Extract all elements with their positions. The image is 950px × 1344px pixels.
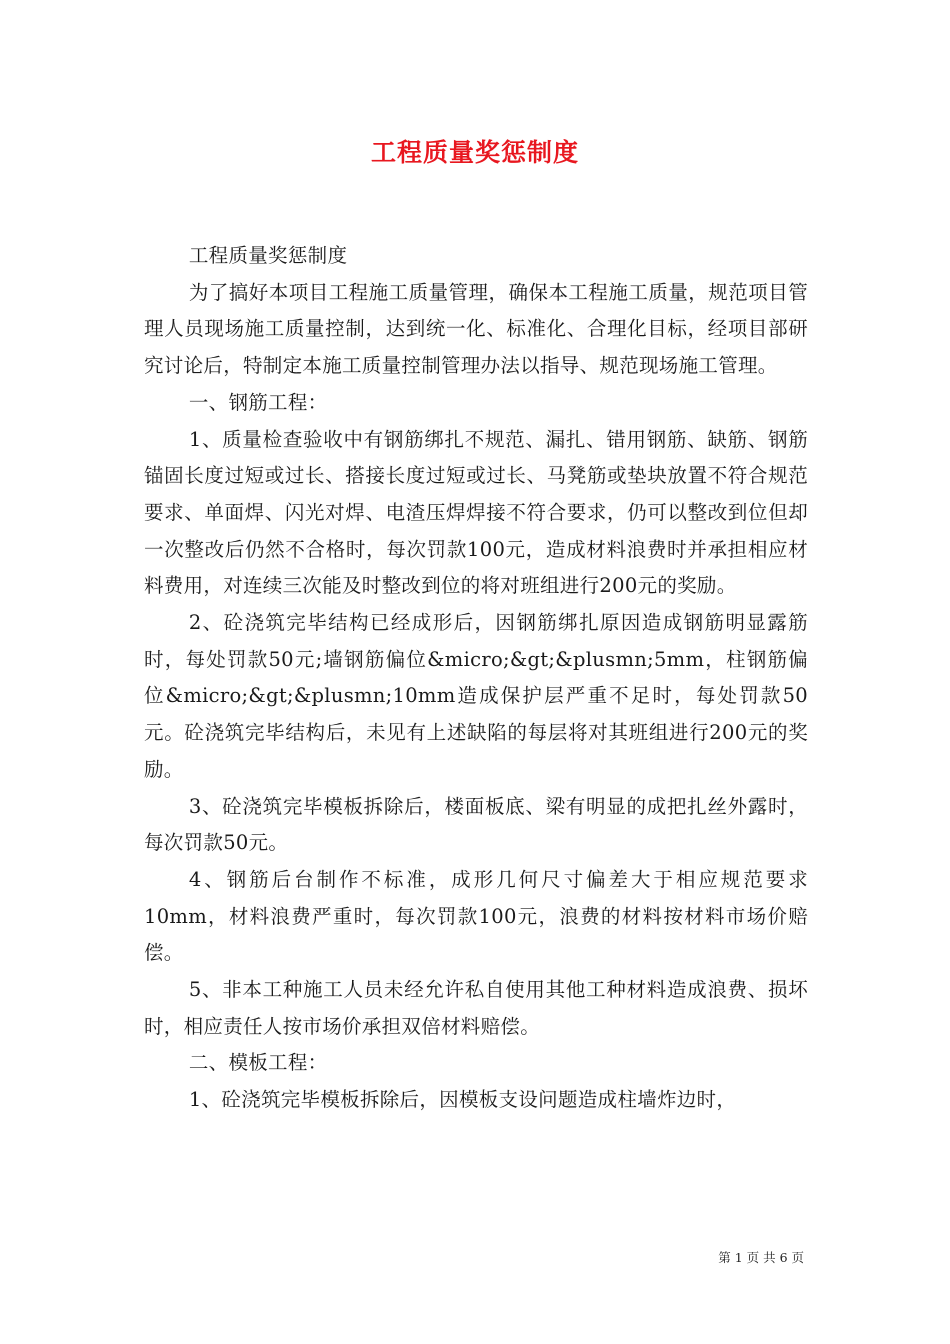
document-body xyxy=(144,238,808,1119)
document-title: 工程质量奖惩制度 xyxy=(370,138,579,167)
paragraph-formwork-1: 1、砼浇筑完毕模板拆除后，因模板支设问题造成柱墙炸边时， xyxy=(188,1088,737,1112)
paragraph-rebar-2: 2、砼浇筑完毕结构已经成形后，因钢筋绑扎原因造成钢筋明显露筋时，每处罚款50元;墙钢筋偏位&micro;&gt;&plusmn;5mm，柱钢筋偏位&micro;&gt;&plusmn;10mm造成保护层严重不足时，每处罚款50元。砼浇筑完毕结构后，未见有上述缺陷的每层将对其班组进行200元的奖励。 xyxy=(144,611,808,781)
paragraph-intro: 为了搞好本项目工程施工质量管理，确保本工程施工质量，规范项目管理人员现场施工质量控制，达到统一化、标准化、合理化目标，经项目部研究讨论后，特制定本施工质量控制管理办法以指导、规范现场施工管理。 xyxy=(144,280,808,378)
section-heading-rebar: 一、钢筋工程： xyxy=(188,390,328,414)
paragraph-rebar-4: 4、钢筋后台制作不标准，成形几何尺寸偏差大于相应规范要求10mm，材料浪费严重时，每次罚款100元，浪费的材料按材料市场价赔偿。 xyxy=(144,867,808,965)
section-heading-formwork: 二、模板工程： xyxy=(188,1051,328,1075)
paragraph-rebar-1: 1、质量检查验收中有钢筋绑扎不规范、漏扎、错用钢筋、缺筋、钢筋锚固长度过短或过长、搭接长度过短或过长、马凳筋或垫块放置不符合规范要求、单面焊、闪光对焊、电渣压焊焊接不符合要求，仍可以整改到位但却一次整改后仍然不合格时，每次罚款100元，造成材料浪费时并承担相应材料费用，对连续三次能及时整改到位的将对班组进行200元的奖励。 xyxy=(144,427,808,598)
paragraph-heading: 工程质量奖惩制度 xyxy=(188,244,348,267)
paragraph-rebar-5: 5、非本工种施工人员未经允许私自使用其他工种材料造成浪费、损坏时，相应责任人按市场价承担双倍材料赔偿。 xyxy=(144,978,808,1038)
page-number: 第 1 页 共 6 页 xyxy=(718,1250,804,1265)
paragraph-rebar-3: 3、砼浇筑完毕模板拆除后，楼面板底、梁有明显的成把扎丝外露时，每次罚款50元。 xyxy=(144,794,808,855)
